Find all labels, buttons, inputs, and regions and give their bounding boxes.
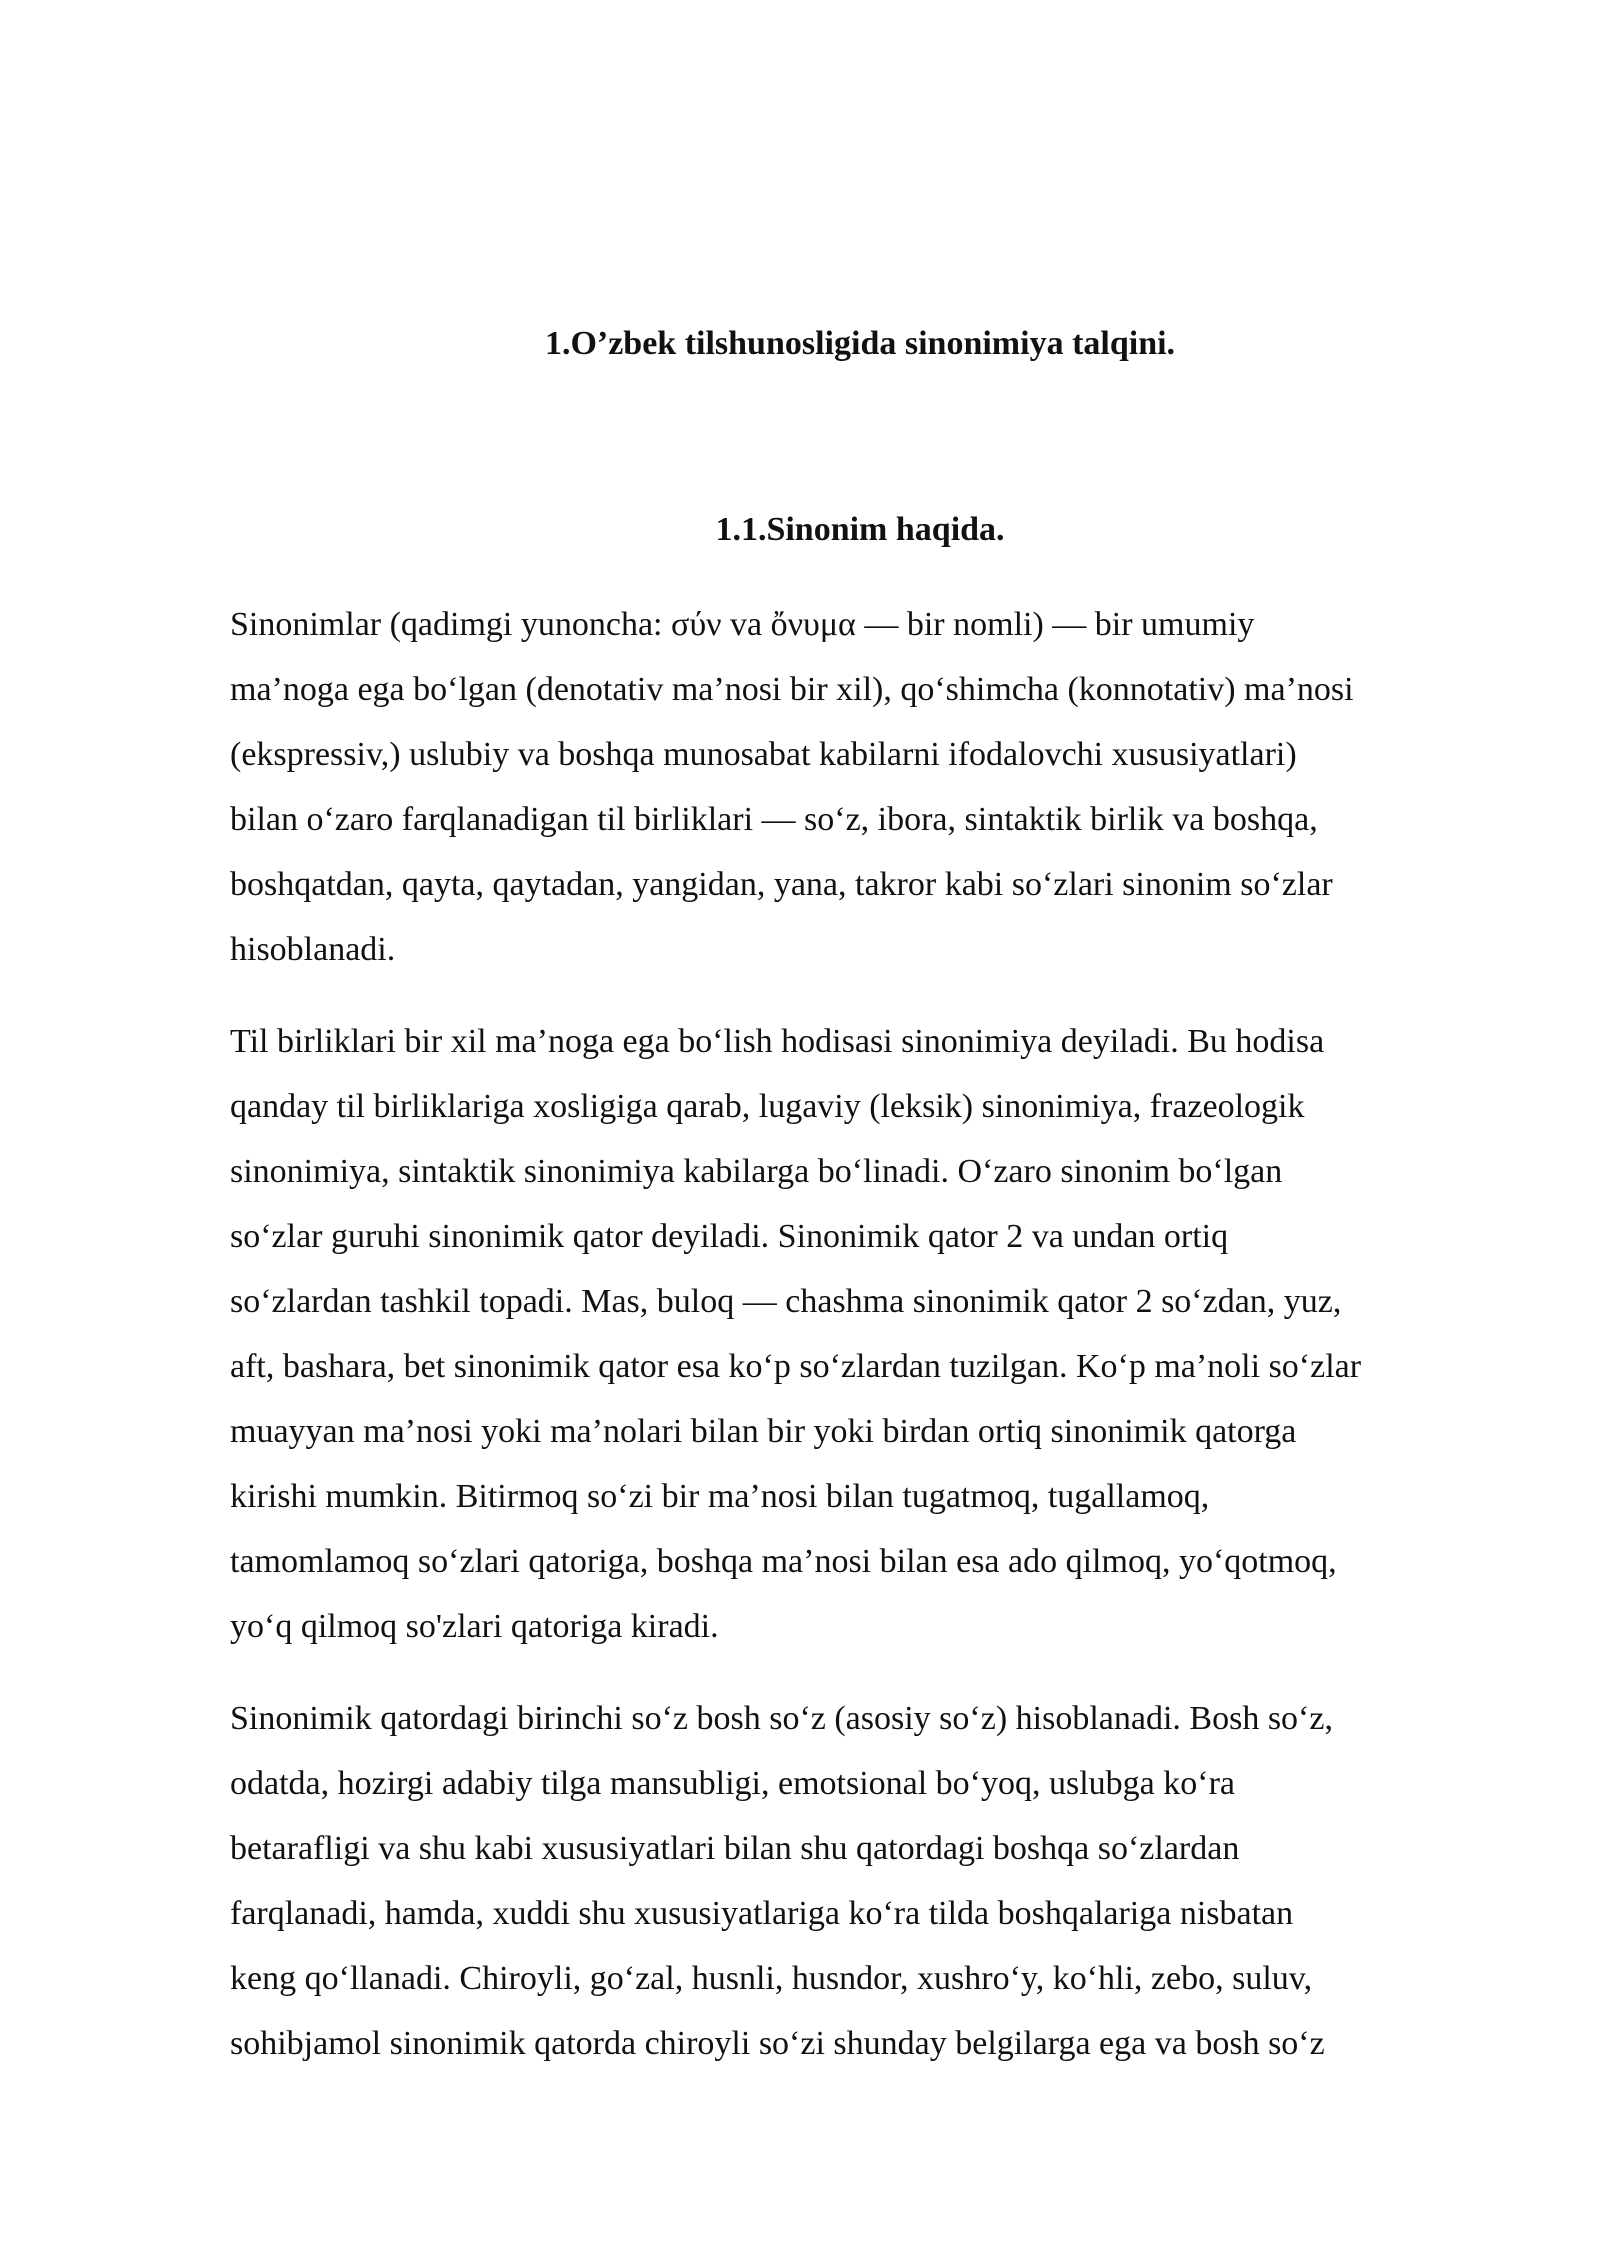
text-line: boshqatdan, qayta, qaytadan, yangidan, yana, takror kabi so‘zlari sinonim so‘zlar [230,866,1333,903]
text-line: so‘zlardan tashkil topadi. Mas, buloq — chashma sinonimik qator 2 so‘zdan, yuz, [230,1283,1342,1320]
text-line: bilan o‘zaro farqlanadigan til birliklari — so‘z, ibora, sintaktik birlik va boshqa, [230,801,1318,838]
paragraph-1 [230,592,1500,982]
text-line: tamomlamoq so‘zlari qatoriga, boshqa ma’nosi bilan esa ado qilmoq, yo‘qotmoq, [230,1543,1337,1580]
text-line: muayyan ma’nosi yoki ma’nolari bilan bir yoki birdan ortiq sinonimik qatorga [230,1413,1297,1450]
text-line: yo‘q qilmoq so'zlari qatoriga kiradi. [230,1608,719,1645]
text-line: so‘zlar guruhi sinonimik qator deyiladi. Sinonimik qator 2 va undan ortiq [230,1218,1229,1255]
text-line: keng qo‘llanadi. Chiroyli, go‘zal, husnli, husndor, xushro‘y, ko‘hli, zebo, suluv, [230,1960,1313,1997]
text-line: kirishi mumkin. Bitirmoq so‘zi bir ma’nosi bilan tugatmoq, tugallamoq, [230,1478,1210,1515]
text-line: (ekspressiv,) uslubiy va boshqa munosabat kabilarni ifodalovchi xususiyatlari) [230,736,1297,773]
text-line: ma’noga ega bo‘lgan (denotativ ma’nosi bir xil), qo‘shimcha (konnotativ) ma’nosi [230,671,1354,708]
page-title: 1.O’zbek tilshunosligida sinonimiya talqini. [544,325,1176,362]
text-line: betarafligi va shu kabi xususiyatlari bilan shu qatordagi boshqa so‘zlardan [230,1830,1240,1867]
text-line: Til birliklari bir xil ma’noga ega bo‘lish hodisasi sinonimiya deyiladi. Bu hodisa [230,1023,1325,1060]
paragraph-3 [230,1686,1500,2076]
text-line: sohibjamol sinonimik qatorda chiroyli so‘zi shunday belgilarga ega va bosh so‘z [230,2025,1325,2062]
text-line: aft, bashara, bet sinonimik qator esa ko‘p so‘zlardan tuzilgan. Ko‘p ma’noli so‘zlar [230,1348,1362,1385]
document-body [230,592,1500,2103]
paragraph-2 [230,1009,1500,1659]
section-heading: 1.1.Sinonim haqida. [715,511,1005,548]
text-line: qanday til birliklariga xosligiga qarab, lugaviy (leksik) sinonimiya, frazeologik [230,1088,1305,1125]
text-line: farqlanadi, hamda, xuddi shu xususiyatlariga ko‘ra tilda boshqalariga nisbatan [230,1895,1294,1932]
text-line: hisoblanadi. [230,931,396,968]
text-line: sinonimiya, sintaktik sinonimiya kabilarga bo‘linadi. O‘zaro sinonim bo‘lgan [230,1153,1283,1190]
text-line: odatda, hozirgi adabiy tilga mansubligi, emotsional bo‘yoq, uslubga ko‘ra [230,1765,1236,1802]
text-line: Sinonimlar (qadimgi yunoncha: σύν va ὄνυμα — bir nomli) — bir umumiy [230,606,1255,643]
text-line: Sinonimik qatordagi birinchi so‘z bosh so‘z (asosiy so‘z) hisoblanadi. Bosh so‘z, [230,1700,1333,1737]
